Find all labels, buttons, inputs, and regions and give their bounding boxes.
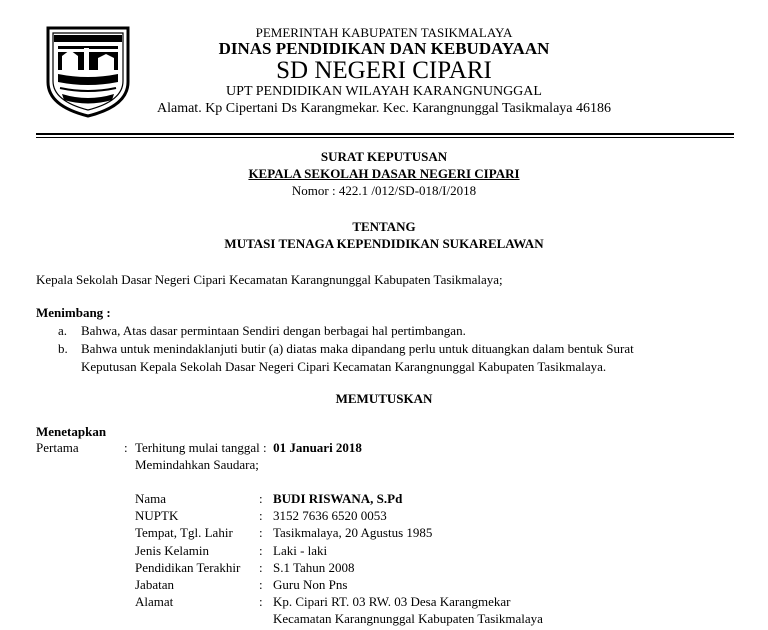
detail-colon: : (259, 594, 263, 610)
detail-label: Pendidikan Terakhir (135, 559, 241, 575)
pertama-colon: : (124, 440, 128, 455)
decree-number: Nomor : 422.1 /012/SD-018/I/2018 (291, 183, 477, 198)
detail-label: Jabatan (135, 577, 174, 592)
detail-colon: : (259, 542, 263, 558)
detail-label: Nama (135, 491, 167, 506)
detail-colon: : (259, 525, 263, 541)
detail-label: Tempat, Tgl. Lahir (135, 525, 233, 541)
intro-text: Kepala Sekolah Dasar Negeri Cipari Kecamatan Karangnunggal Kabupaten Tasikmalaya; (36, 272, 503, 287)
menetapkan-heading: Menetapkan (36, 424, 107, 439)
menimbang-item-b-marker: b. (58, 341, 68, 356)
detail-label: NUPTK (135, 508, 179, 524)
decree-title: SURAT KEPUTUSAN (320, 149, 448, 164)
decree-subject: MUTASI TENAGA KEPENDIDIKAN SUKARELAWAN (224, 236, 544, 251)
pertama-text: Terhitung mulai tanggal : (135, 440, 267, 455)
pertama-effective-text (135, 440, 362, 456)
decree-issuer: KEPALA SEKOLAH DASAR NEGERI CIPARI (248, 166, 520, 181)
detail-colon: : (259, 491, 263, 506)
detail-colon: : (259, 508, 263, 524)
decree-issuer-wrap (0, 166, 768, 182)
detail-colon: : (259, 559, 263, 575)
detail-value: Guru Non Pns (273, 577, 348, 592)
memindahkan-text: Memindahkan Saudara; (135, 457, 259, 472)
menimbang-item-a-text: Bahwa, Atas dasar permintaan Sendiri dengan berbagai hal pertimbangan. (81, 323, 466, 338)
detail-colon: : (259, 577, 263, 592)
header-government-line: PEMERINTAH KABUPATEN TASIKMALAYA (255, 25, 513, 40)
detail-label: Alamat (135, 594, 174, 610)
detail-value: Kp. Cipari RT. 03 RW. 03 Desa Karangmekar (273, 594, 511, 610)
detail-label: Jenis Kelamin (135, 542, 210, 558)
effective-date: 01 Januari 2018 (273, 440, 362, 455)
alamat-continuation: Kecamatan Karangnunggal Kabupaten Tasikmalaya (273, 611, 543, 626)
detail-value: Laki - laki (273, 542, 328, 558)
detail-value: S.1 Tahun 2008 (273, 559, 355, 575)
header-divider-thick (36, 133, 734, 135)
header-school-name: SD NEGERI CIPARI (276, 57, 492, 84)
detail-value: Tasikmalaya, 20 Agustus 1985 (273, 525, 433, 541)
pertama-label: Pertama (36, 440, 79, 455)
tentang-label: TENTANG (352, 219, 416, 234)
detail-value: 3152 7636 6520 0053 (273, 508, 387, 524)
menimbang-item-a-marker: a. (58, 323, 68, 338)
header-divider-thin (36, 137, 734, 138)
memutuskan-heading: MEMUTUSKAN (335, 391, 433, 406)
detail-value: BUDI RISWANA, S.Pd (273, 491, 403, 506)
header-upt-line: UPT PENDIDIKAN WILAYAH KARANGNUNGGAL (226, 84, 542, 99)
menimbang-heading: Menimbang : (36, 305, 111, 320)
menimbang-item-b-continuation: Keputusan Kepala Sekolah Dasar Negeri Cipari Kecamatan Karangnunggal Kabupaten Tasikmalaya. (81, 359, 607, 374)
header-agency-line: DINAS PENDIDIKAN DAN KEBUDAYAAN (218, 39, 550, 58)
header-address-line: Alamat. Kp Cipertani Ds Karangmekar. Kec. Karangnunggal Tasikmalaya 46186 (156, 101, 611, 116)
menimbang-item-b-text: Bahwa untuk menindaklanjuti butir (a) diatas maka dipandang perlu untuk dituangkan dalam bentuk Surat (81, 341, 634, 356)
